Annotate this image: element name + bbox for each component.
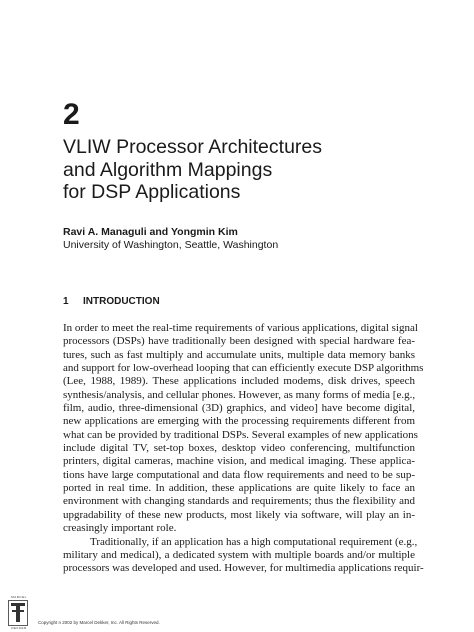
section-title: INTRODUCTION [83, 296, 160, 307]
body-line: include digital TV, set-top boxes, desktop video conferencing, multifunction [63, 442, 415, 455]
body-line: tures, such as fast multiply and accumulate units, multiple data memory banks [63, 348, 415, 361]
section-number: 1 [63, 296, 69, 307]
body-line: what can be provided by traditional DSPs. Several examples of new applications [63, 428, 418, 441]
body-line: environment with changing standards and requirements; thus the flexibility and [63, 495, 415, 508]
body-line: synthesis/analysis, and cellular phones. However, as many forms of media [e.g., [63, 388, 416, 401]
body-line: military and medical), a dedicated system with multiple boards and/or multiple [63, 548, 415, 561]
body-line: upgradability of these new products, most likely via software, will play an in- [63, 508, 415, 521]
body-line: tions have large computational and data flow requirements and need to be sup- [63, 468, 415, 481]
body-line: (Lee, 1988, 1989). These applications included modems, disk drives, speech [63, 375, 415, 388]
chapter-title-line: VLIW Processor Architectures [63, 136, 323, 158]
chapter-title [63, 136, 443, 204]
chapter-title-line: for DSP Applications [63, 181, 241, 203]
chapter-number: 2 [63, 98, 80, 131]
body-line: In order to meet the real-time requirements of various applications, digital signal [63, 322, 418, 334]
body-text [63, 322, 424, 576]
section-heading [63, 296, 160, 308]
body-line: and support for low-overhead looping that can efficiently execute DSP algorithms [63, 362, 424, 375]
authors: Ravi A. Managuli and Yongmin Kim [63, 226, 238, 238]
body-line: film, audio, three-dimensional (3D) graphics, and video] have become digital, [63, 402, 415, 415]
affiliation: University of Washington, Seattle, Washington [63, 239, 279, 251]
publisher-logo [8, 600, 28, 626]
publisher-logo-bottom-text: DEKKER [11, 626, 27, 630]
body-line: processors was developed and used. However, for multimedia applications requir- [63, 562, 424, 575]
body-line: processors (DSPs) have traditionally been designed with special hardware fea- [63, 335, 415, 348]
body-line: ported in real time. In addition, these applications are quite likely to face an [63, 482, 415, 495]
publisher-logo-top-text: MARCEL [11, 595, 27, 599]
chapter-title-line: and Algorithm Mappings [63, 158, 273, 181]
body-line: printers, digital cameras, machine vision, and medical imaging. These applica- [63, 455, 415, 468]
body-line: Traditionally, if an application has a high computational requirement (e.g., [90, 535, 418, 548]
body-line: creasingly important role. [63, 522, 177, 535]
body-line: new applications are emerging with the processing requirements different from [63, 415, 415, 428]
copyright-notice: Copyright n 2002 by Marcel Dekker, Inc. All Rights Reserved. [38, 620, 160, 625]
